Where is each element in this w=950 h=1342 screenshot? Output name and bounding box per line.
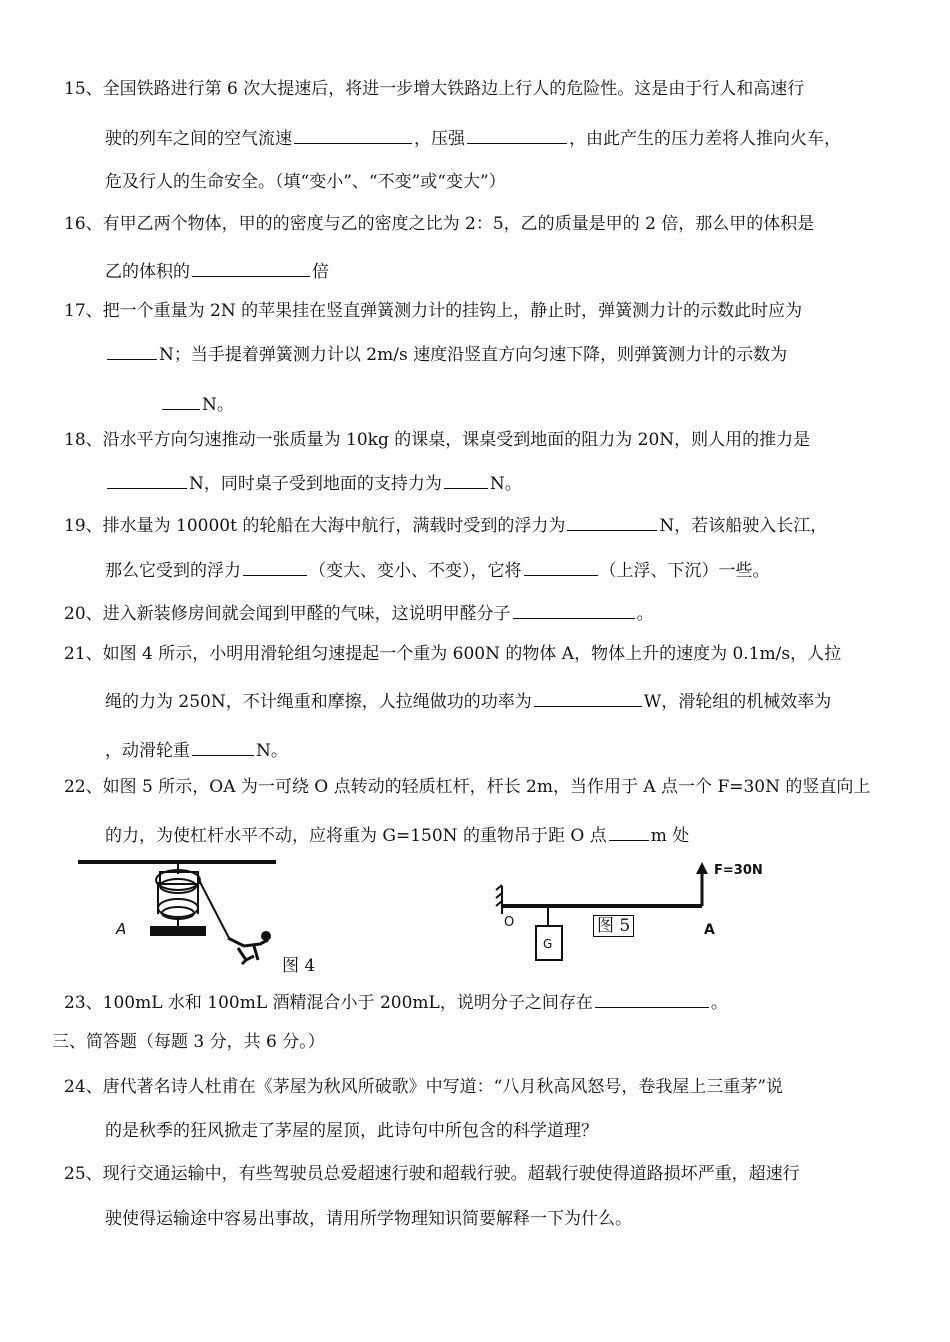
q20-text-b: 。 (636, 604, 654, 624)
figure-5-lever (490, 858, 780, 968)
q18-blank-1[interactable] (107, 470, 187, 489)
q18-text-b: N，同时桌子受到地面的支持力为 (189, 474, 442, 494)
figure-5-force-label: F=30N (714, 863, 763, 878)
q17-line3 (160, 391, 234, 417)
q19-line2 (105, 557, 770, 583)
q19-text-b: N，若该船驶入长江， (659, 516, 828, 536)
q15-blank-1[interactable] (294, 125, 412, 144)
figure-5-point-a: A (704, 922, 715, 938)
figure-5-point-o: O (504, 915, 515, 930)
q18-line2 (105, 470, 522, 496)
q21-line3 (105, 737, 288, 763)
q15-text-a: 驶的列车之间的空气流速 (105, 129, 292, 149)
q22-line2 (105, 822, 689, 848)
q19-blank-3[interactable] (524, 557, 598, 576)
q21-text-c: ，动滑轮重 (105, 741, 190, 761)
q17-line2 (105, 341, 787, 367)
q22-text-a: 的力，为使杠杆水平不动，应将重为 G=150N 的重物吊于距 O 点 (105, 826, 607, 846)
q19-blank-2[interactable] (243, 557, 307, 576)
q25-line2: 驶使得运输途中容易出事故，请用所学物理知识简要解释一下为什么。 (105, 1209, 632, 1229)
q22-line1: 22、如图 5 所示，OA 为一可绕 O 点转动的轻质杠杆，杆长 2m，当作用于 A 点一个 F=30N 的竖直向上 (64, 777, 871, 797)
q16-line1: 16、有甲乙两个物体，甲的的密度与乙的密度之比为 2：5，乙的质量是甲的 2 倍，那么甲的体积是 (64, 214, 815, 234)
figure-5-caption: 图 5 (593, 915, 634, 937)
q21-blank-2[interactable] (192, 737, 254, 756)
q15-line3: 危及行人的生命安全。（填“变小”、“不变”或“变大”） (105, 172, 506, 192)
lever-diagram (490, 858, 780, 968)
q23-line1 (64, 989, 728, 1015)
q15-blank-2[interactable] (467, 125, 567, 144)
section-3-heading: 三、简答题（每题 3 分，共 6 分。） (52, 1032, 325, 1052)
q21-line2 (105, 688, 831, 714)
q16-line2 (105, 258, 329, 284)
q15-text-c: ，由此产生的压力差将人推向火车， (569, 129, 841, 149)
q19-text-e: （上浮、下沉）一些。 (599, 561, 770, 581)
q17-blank-1[interactable] (107, 341, 157, 360)
q15-line2 (105, 125, 841, 151)
q18-blank-2[interactable] (444, 470, 488, 489)
q25-line1: 25、现行交通运输中，有些驾驶员总爱超速行驶和超载行驶。超载行驶使得道路损坏严重，超速行 (64, 1164, 800, 1184)
q19-text-a: 19、排水量为 10000t 的轮船在大海中航行，满载时受到的浮力为 (64, 516, 566, 536)
q20-text-a: 20、进入新装修房间就会闻到甲醛的气味，这说明甲醛分子 (64, 604, 511, 624)
q23-blank[interactable] (595, 989, 709, 1008)
q17-blank-2[interactable] (162, 391, 200, 410)
q24-line1: 24、唐代著名诗人杜甫在《茅屋为秋风所破歌》中写道：“八月秋高风怒号，卷我屋上三重茅”说 (64, 1077, 784, 1097)
q21-text-d: N。 (256, 741, 288, 761)
figure-5-weight-label: G (543, 937, 553, 951)
q21-text-b: W，滑轮组的机械效率为 (643, 692, 832, 712)
q22-blank[interactable] (609, 822, 649, 841)
q20-blank[interactable] (513, 600, 635, 619)
q16-text-a: 乙的体积的 (105, 262, 190, 282)
figure-4-caption: 图 4 (282, 956, 316, 976)
q16-blank[interactable] (192, 258, 310, 277)
q17-text-c: N。 (202, 395, 234, 415)
q23-text-a: 23、100mL 水和 100mL 酒精混合小于 200mL，说明分子之间存在 (64, 993, 593, 1013)
q15-line1: 15、全国铁路进行第 6 次大提速后，将进一步增大铁路边上行人的危险性。这是由于行人和高速行 (64, 79, 805, 99)
q19-blank-1[interactable] (567, 512, 657, 531)
q19-text-c: 那么它受到的浮力 (105, 561, 241, 581)
q17-text-b: N；当手提着弹簧测力计以 2m/s 速度沿竖直方向匀速下降，则弹簧测力计的示数为 (159, 345, 788, 365)
q16-text-b: 倍 (312, 262, 329, 282)
q19-line1 (64, 512, 827, 538)
q23-text-b: 。 (710, 993, 728, 1013)
q22-text-b: m 处 (650, 826, 690, 846)
q18-text-c: N。 (489, 474, 522, 494)
figure-4-mark: A (116, 920, 127, 938)
q21-line1: 21、如图 4 所示，小明用滑轮组匀速提起一个重为 600N 的物体 A，物体上升的速度为 0.1m/s，人拉 (64, 644, 842, 664)
q19-text-d: （变大、变小、不变），它将 (309, 561, 522, 581)
q20-line1 (64, 600, 654, 626)
q21-blank-1[interactable] (534, 688, 642, 707)
q17-line1: 17、把一个重量为 2N 的苹果挂在竖直弹簧测力计的挂钩上，静止时，弹簧测力计的示数此时应为 (64, 301, 803, 321)
q15-text-b: ，压强 (414, 129, 465, 149)
q24-line2: 的是秋季的狂风掀走了茅屋的屋顶，此诗句中所包含的科学道理？ (105, 1121, 598, 1141)
q18-line1: 18、沿水平方向匀速推动一张质量为 10kg 的课桌，课桌受到地面的阻力为 20N，则人用的推力是 (64, 430, 811, 450)
q21-text-a: 绳的力为 250N，不计绳重和摩擦，人拉绳做功的功率为 (105, 692, 532, 712)
